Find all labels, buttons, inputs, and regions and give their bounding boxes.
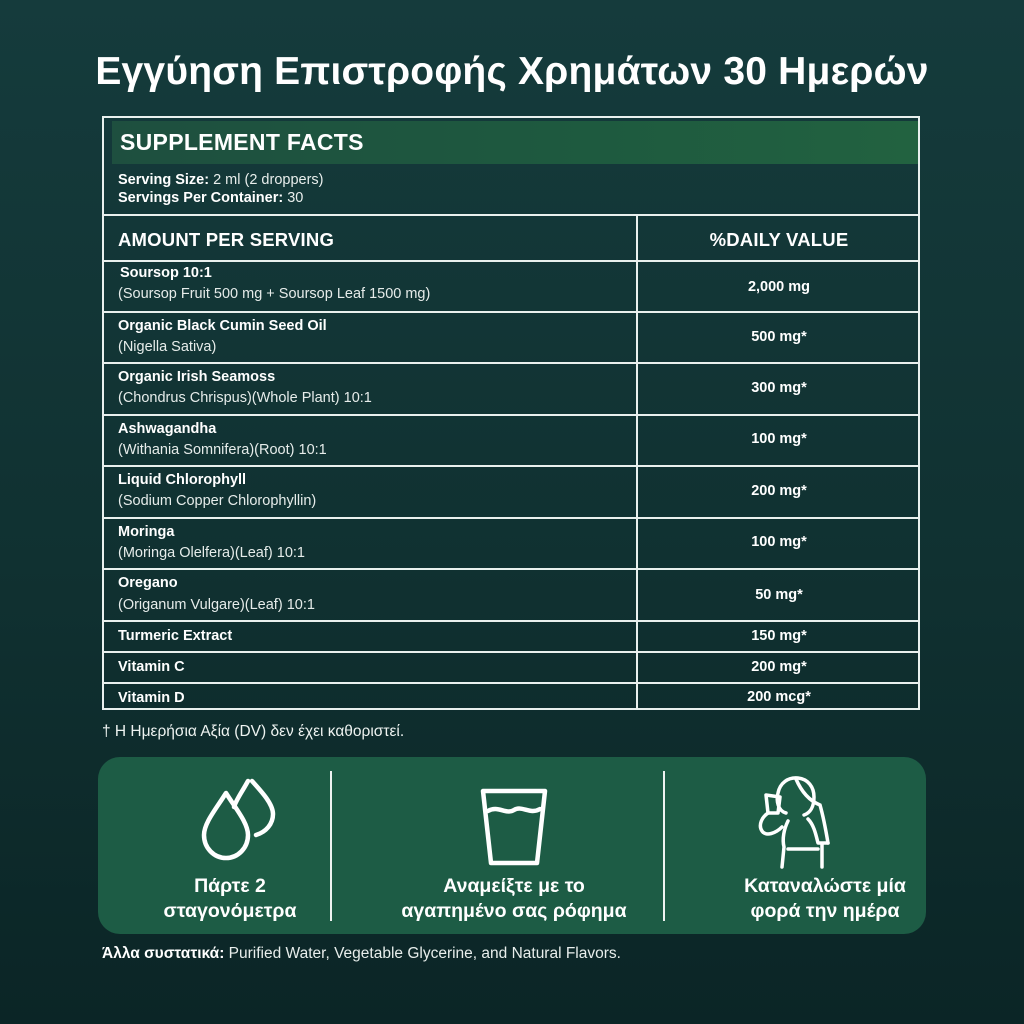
ingredient-detail: (Chondrus Chrispus)(Whole Plant) 10:1 (118, 390, 372, 406)
ingredient-detail: (Origanum Vulgare)(Leaf) 10:1 (118, 597, 315, 613)
facts-title: SUPPLEMENT FACTS (120, 129, 364, 155)
supplement-facts-panel (102, 116, 920, 710)
col-header-daily-value: %DAILY VALUE (709, 229, 849, 250)
ingredient-amount: 100 mg* (751, 431, 807, 447)
ingredient-name: Ashwagandha (118, 421, 217, 437)
table-row (104, 570, 918, 620)
servings-value: 30 (283, 190, 304, 206)
step-2-line-2: αγαπημένο σας ρόφημα (401, 900, 627, 922)
step-1-label (92, 874, 368, 924)
ingredient-amount: 300 mg* (751, 380, 807, 396)
ingredient-name: Liquid Chlorophyll (118, 472, 247, 488)
step-2-label (376, 874, 652, 924)
ingredient-amount: 150 mg* (751, 628, 807, 644)
ingredient-detail: (Soursop Fruit 500 mg + Soursop Leaf 1500 mg) (118, 286, 431, 302)
step-3-line-2: φορά την ημέρα (750, 900, 900, 922)
ingredient-name: Organic Irish Seamoss (118, 369, 276, 385)
table-row (104, 364, 918, 414)
footnote: † Η Ημερήσια Αξία (DV) δεν έχει καθοριστεί. (102, 723, 405, 740)
step-3-label (687, 874, 963, 924)
table-row (104, 622, 918, 651)
ingredient-amount: 100 mg* (751, 534, 807, 550)
step-1-line-1: Πάρτε 2 (194, 875, 266, 897)
table-row (104, 684, 918, 708)
ingredient-name: Moringa (118, 524, 175, 540)
ingredient-name: Oregano (118, 575, 178, 591)
ingredient-amount: 200 mg* (751, 659, 807, 675)
table-row (104, 653, 918, 682)
table-row (104, 467, 918, 517)
table-row (104, 313, 918, 363)
ingredient-amount: 200 mg* (751, 483, 807, 499)
page-title: Εγγύηση Επιστροφής Χρημάτων 30 Ημερών (95, 50, 929, 93)
step-2-line-1: Αναμείξτε με το (443, 875, 585, 897)
ingredient-name: Soursop 10:1 (120, 265, 212, 281)
other-ingredients-value: Purified Water, Vegetable Glycerine, and Natural Flavors. (224, 945, 621, 962)
other-ingredients-label: Άλλα συστατικά: (102, 945, 225, 962)
table-row (104, 262, 918, 312)
divider-line (104, 214, 918, 216)
ingredient-detail: (Moringa Olelfera)(Leaf) 10:1 (118, 545, 305, 561)
ingredient-name: Turmeric Extract (118, 628, 233, 644)
drops-icon (198, 777, 278, 865)
ingredient-amount: 2,000 mg (747, 279, 811, 295)
ingredient-detail: (Nigella Sativa) (118, 339, 217, 355)
servings-per-container (118, 190, 303, 206)
table-row (104, 416, 918, 466)
ingredient-name: Organic Black Cumin Seed Oil (118, 318, 327, 334)
ingredient-amount: 50 mg* (755, 587, 803, 603)
ingredient-detail: (Withania Somnifera)(Root) 10:1 (118, 442, 327, 458)
person-drinking-icon (748, 773, 834, 869)
step-divider (663, 771, 665, 921)
serving-size (118, 172, 324, 188)
usage-steps-panel (98, 757, 926, 934)
ingredient-amount: 500 mg* (751, 329, 807, 345)
col-header-amount: AMOUNT PER SERVING (118, 229, 335, 250)
ingredient-name: Vitamin C (118, 659, 185, 675)
table-row (104, 519, 918, 569)
serving-size-value: 2 ml (2 droppers) (209, 172, 324, 188)
other-ingredients (102, 945, 621, 963)
facts-header-bar (112, 121, 918, 164)
step-1-line-2: σταγονόμετρα (163, 900, 297, 922)
step-3-line-1: Καταναλώστε μία (744, 875, 906, 897)
ingredient-amount: 200 mcg* (747, 689, 811, 705)
glass-icon (478, 787, 550, 867)
serving-size-label: Serving Size: (118, 172, 210, 188)
servings-label: Servings Per Container: (118, 190, 284, 206)
ingredient-name: Vitamin D (118, 690, 185, 706)
ingredient-detail: (Sodium Copper Chlorophyllin) (118, 493, 317, 509)
